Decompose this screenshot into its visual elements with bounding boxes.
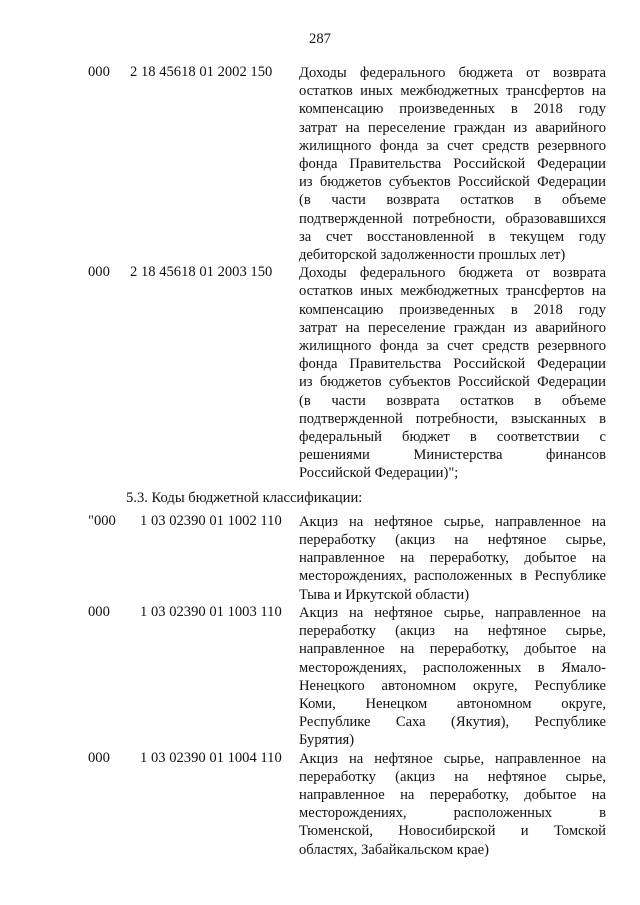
description-line: федеральный бюджет в соответствии с [299, 429, 606, 446]
description-line: фонда Правительства Российской Федерации [299, 356, 606, 373]
description-line: компенсацию произведенных в 2018 году [299, 301, 606, 318]
description-line: направленное на переработку, добытое на [299, 550, 606, 567]
description-line: фонда Правительства Российской Федерации [299, 156, 606, 173]
table-row [0, 604, 640, 750]
description-line: Коми, Ненецком автономном округе, [299, 695, 606, 712]
budget-classification-code: 1 03 02390 01 1002 110 [140, 512, 282, 529]
description-line: за счет восстановленной в текущем году [299, 228, 606, 245]
budget-classification-code: 2 18 45618 01 2003 150 [130, 264, 273, 281]
description-line: подтвержденной потребности, взысканных в [299, 410, 606, 427]
code-description [299, 64, 606, 264]
description-line: остатков иных межбюджетных трансфертов на [299, 283, 606, 300]
description-line: Российской Федерации)"; [299, 465, 459, 482]
classification-table [0, 64, 640, 859]
description-line: месторождениях, расположенных в [299, 805, 606, 822]
table-row [0, 264, 640, 482]
description-line: переработку (акциз на нефтяное сырье, [299, 768, 606, 785]
description-line: направленное на переработку, добытое на [299, 641, 606, 658]
code-description [299, 513, 606, 604]
budget-classification-code: 2 18 45618 01 2002 150 [130, 64, 273, 80]
description-line: переработку (акциз на нефтяное сырье, [299, 532, 606, 549]
description-line: (в части возврата остатков в объеме [299, 392, 606, 409]
description-line: остатков иных межбюджетных трансфертов на [299, 83, 606, 100]
description-line: Ненецкого автономном округе, Республике [299, 677, 606, 694]
code-description [299, 264, 606, 482]
description-line: дебиторской задолженности прошлых лет) [299, 247, 566, 264]
table-row [0, 513, 640, 604]
description-line: Тюменской, Новосибирской и Томской [299, 823, 606, 840]
page-number: 287 [309, 31, 331, 47]
description-line: направленное на переработку, добытое на [299, 786, 606, 803]
table-row [0, 64, 640, 264]
budget-classification-code: 1 03 02390 01 1004 110 [140, 749, 282, 766]
section-heading: 5.3. Коды бюджетной классификации: [126, 489, 363, 506]
description-line: затрат на переселение граждан из аварийного [299, 119, 606, 136]
excise-entries [0, 513, 640, 859]
admin-code: 000 [88, 603, 110, 620]
admin-code: 000 [88, 64, 110, 80]
description-line: жилищного фонда за счет средств резервного [299, 338, 606, 355]
description-line: из бюджетов субъектов Российской Федерации [299, 174, 606, 191]
description-line: Акциз на нефтяное сырье, направленное на [299, 513, 606, 530]
code-description [299, 750, 606, 859]
description-line: Акциз на нефтяное сырье, направленное на [299, 750, 606, 767]
description-line: переработку (акциз на нефтяное сырье, [299, 623, 606, 640]
admin-code: 000 [88, 749, 110, 766]
description-line: (в части возврата остатков в объеме [299, 192, 606, 209]
description-line: областях, Забайкальском крае) [299, 841, 489, 858]
table-row [0, 750, 640, 859]
description-line: решениями Министерства финансов [299, 447, 606, 464]
description-line: Тыва и Иркутской области) [299, 586, 470, 603]
description-line: Доходы федерального бюджета от возврата [299, 265, 606, 282]
description-line: Доходы федерального бюджета от возврата [299, 65, 606, 81]
description-line: подтвержденной потребности, образовавшихся [299, 210, 606, 227]
admin-code: "000 [88, 512, 116, 529]
description-line: Акциз на нефтяное сырье, направленное на [299, 604, 606, 621]
description-line: жилищного фонда за счет средств резервного [299, 137, 606, 154]
description-line: месторождениях, расположенных в Ямало- [299, 659, 606, 676]
description-line: Республике Саха (Якутия), Республике [299, 714, 606, 731]
description-line: из бюджетов субъектов Российской Федерации [299, 374, 606, 391]
description-line: затрат на переселение граждан из аварийного [299, 319, 606, 336]
admin-code: 000 [88, 264, 110, 281]
budget-classification-code: 1 03 02390 01 1003 110 [140, 603, 282, 620]
description-line: Бурятия) [299, 732, 355, 749]
revenue-entries [0, 64, 640, 483]
description-line: компенсацию произведенных в 2018 году [299, 101, 606, 118]
code-description [299, 604, 606, 750]
description-line: месторождениях, расположенных в Республике [299, 568, 606, 585]
